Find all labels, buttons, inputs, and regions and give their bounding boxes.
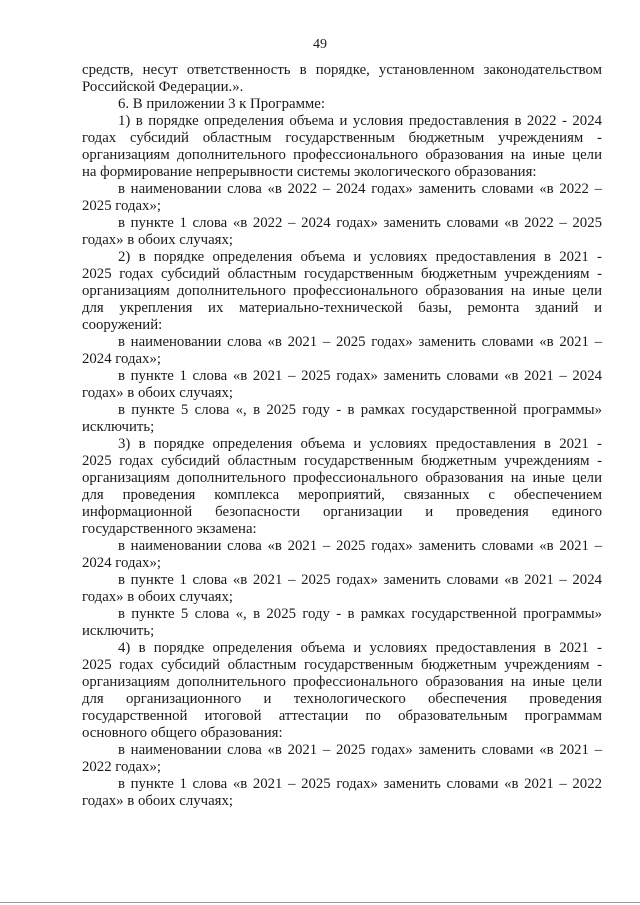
paragraph — [82, 62, 602, 96]
text-line: для организационного и технологического обеспечения проведения — [82, 691, 602, 707]
paragraph — [82, 368, 602, 402]
paragraph — [82, 215, 602, 249]
text-line: государственной итоговой аттестации по образовательным программам — [82, 708, 602, 724]
text-line: для укрепления их материально-технической базы, ремонта зданий и — [82, 300, 602, 316]
text-line: Российской Федерации.». — [82, 79, 244, 95]
text-line: информационной безопасности организации и проведения единого — [82, 504, 602, 520]
text-line: государственного экзамена: — [82, 521, 257, 537]
text-line: 2025 годах субсидий областным государственным бюджетным учреждениям - — [82, 657, 602, 673]
text-line: 4) в порядке определения объема и условиях предоставления в 2021 - — [118, 640, 602, 656]
text-line: 2024 годах»; — [82, 555, 161, 571]
text-line: в наименовании слова «в 2021 – 2025 годах» заменить словами «в 2021 – — [118, 334, 602, 350]
paragraph — [82, 402, 602, 436]
text-line: сооружений: — [82, 317, 163, 333]
text-line: исключить; — [82, 419, 155, 435]
text-line: основного общего образования: — [82, 725, 283, 741]
paragraph — [82, 181, 602, 215]
text-line: исключить; — [82, 623, 155, 639]
text-line: 2) в порядке определения объема и условиях предоставления в 2021 - — [118, 249, 602, 265]
text-line: 2024 годах»; — [82, 351, 161, 367]
paragraph — [82, 640, 602, 742]
text-line: в наименовании слова «в 2021 – 2025 годах» заменить словами «в 2021 – — [118, 742, 602, 758]
text-line: в пункте 5 слова «, в 2025 году - в рамках государственной программы» — [118, 402, 602, 418]
text-line: организациям дополнительного профессионального образования на иные цели — [82, 470, 602, 486]
text-line: в пункте 5 слова «, в 2025 году - в рамках государственной программы» — [118, 606, 602, 622]
text-line: годах субсидий областным государственным бюджетным учреждениям - — [82, 130, 602, 146]
paragraph — [82, 113, 602, 181]
text-line: для проведения комплекса мероприятий, связанных с обеспечением — [82, 487, 602, 503]
text-line: 1) в порядке определения объема и условия предоставления в 2022 - 2024 — [118, 113, 602, 129]
text-line: в пункте 1 слова «в 2021 – 2025 годах» заменить словами «в 2021 – 2022 — [118, 776, 602, 792]
paragraph — [82, 776, 602, 810]
text-line: 6. В приложении 3 к Программе: — [118, 96, 325, 112]
text-line: в наименовании слова «в 2022 – 2024 годах» заменить словами «в 2022 – — [118, 181, 602, 197]
text-line: 2025 годах субсидий областным государственным бюджетным учреждениям - — [82, 266, 602, 282]
text-line: годах» в обоих случаях; — [82, 385, 233, 401]
paragraph — [82, 606, 602, 640]
text-line: в пункте 1 слова «в 2021 – 2025 годах» заменить словами «в 2021 – 2024 — [118, 368, 602, 384]
paragraph — [82, 572, 602, 606]
text-line: в пункте 1 слова «в 2022 – 2024 годах» заменить словами «в 2022 – 2025 — [118, 215, 602, 231]
paragraph — [82, 436, 602, 538]
paragraph — [82, 249, 602, 334]
text-line: годах» в обоих случаях; — [82, 232, 233, 248]
text-line: в пункте 1 слова «в 2021 – 2025 годах» заменить словами «в 2021 – 2024 — [118, 572, 602, 588]
text-line: организациям дополнительного профессионального образования на иные цели — [82, 674, 602, 690]
text-line: средств, несут ответственность в порядке, установленном законодательством — [82, 62, 602, 78]
page-number: 49 — [313, 37, 327, 52]
paragraph — [82, 742, 602, 776]
text-line: организациям дополнительного профессионального образования на иные цели — [82, 283, 602, 299]
text-line: годах» в обоих случаях; — [82, 793, 233, 809]
paragraph — [82, 334, 602, 368]
paragraph — [82, 538, 602, 572]
page-bottom-edge — [0, 902, 640, 903]
text-line: годах» в обоих случаях; — [82, 589, 233, 605]
document-body — [82, 62, 602, 810]
text-line: 2025 годах субсидий областным государственным бюджетным учреждениям - — [82, 453, 602, 469]
text-line: 2025 годах»; — [82, 198, 161, 214]
text-line: 3) в порядке определения объема и условиях предоставления в 2021 - — [118, 436, 602, 452]
text-line: 2022 годах»; — [82, 759, 161, 775]
text-line: в наименовании слова «в 2021 – 2025 годах» заменить словами «в 2021 – — [118, 538, 602, 554]
text-line: на формирование непрерывности системы экологического образования: — [82, 164, 537, 180]
paragraph — [82, 96, 602, 113]
text-line: организациям дополнительного профессионального образования на иные цели — [82, 147, 602, 163]
